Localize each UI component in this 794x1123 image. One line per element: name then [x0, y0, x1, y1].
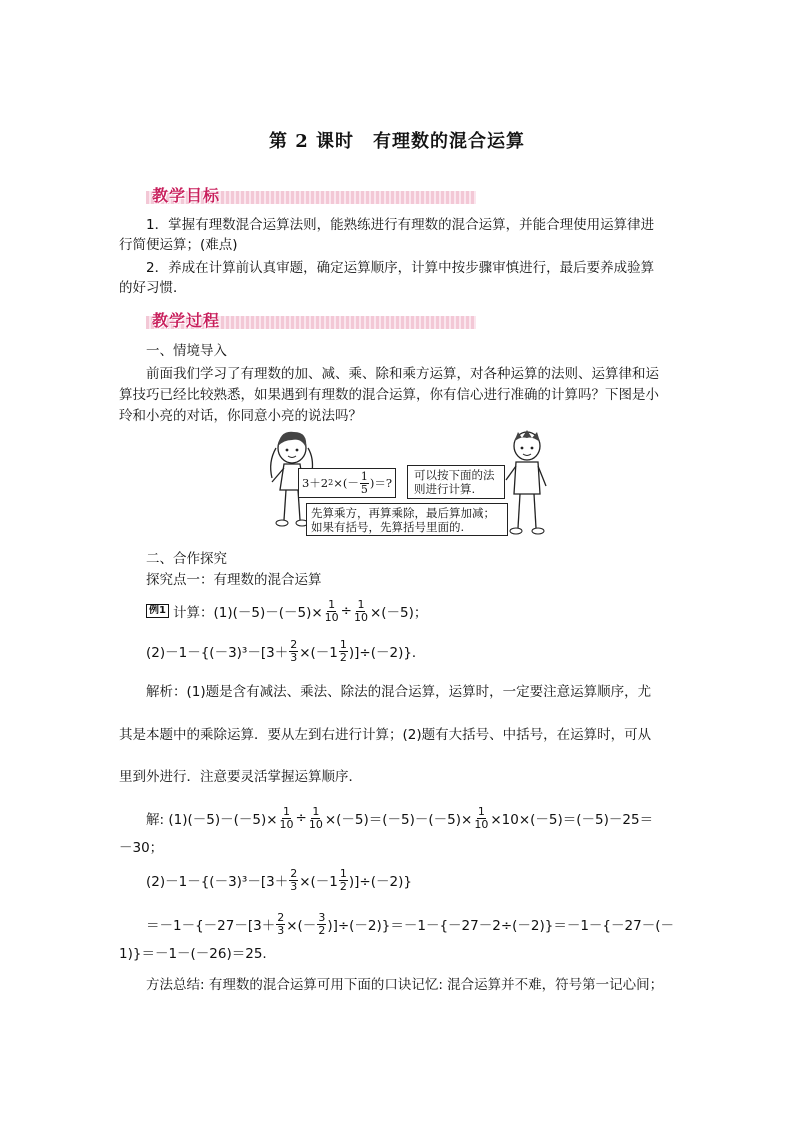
banner-label: 教学目标	[152, 186, 221, 205]
fraction: $\frac{1}{10}$	[324, 597, 339, 624]
goal-2-line-1: 2．养成在计算前认真审题，确定运算顺序，计算中按步骤审慎进行，最后要养成验算	[146, 260, 655, 276]
analysis-line-2: 其是本题中的乘除运算．要从左到右进行计算；(2)题有大括号、中括号，在运算时，可从	[119, 727, 652, 743]
rule-line-1: 先算乘方，再算乘除，最后算加减；	[311, 506, 495, 520]
fraction: $\frac{1}{10}$	[308, 804, 323, 831]
intro-para-line-2: 算技巧已经比较熟悉，如果遇到有理数的混合运算，你有信心进行准确的计算吗？下图是小	[119, 387, 659, 403]
fraction: $\frac{2}{3}$	[277, 910, 285, 937]
fraction: $\frac{1}{5}$	[360, 469, 368, 496]
girl-expr-sup: 2	[328, 478, 334, 487]
intro-heading: 一、情境导入	[146, 343, 227, 359]
solution-line-4: 1)}＝－1－(－26)＝25.	[119, 946, 267, 962]
example-1-q1: 例1 计算： (1)(－5)－(－5)× $\frac{1}{10}$ ÷ $\frac{1}{10}$ ×(－5)；	[146, 597, 427, 625]
rule-box	[306, 503, 508, 536]
method-summary-line-1: 方法总结: 有理数的混合运算可用下面的口诀记忆: 混合运算并不难，符号第一记心间；	[146, 977, 664, 993]
intro-para-line-1: 前面我们学习了有理数的加、减、乘、除和乘方运算，对各种运算的法则、运算律和运	[146, 366, 659, 382]
fraction: $\frac{1}{2}$	[339, 637, 347, 664]
solution-line-1: 解: (1)(－5)－(－5)× $\frac{1}{10}$ ÷ $\frac{1}{10}$ ×(－5)＝(－5)－(－5)× $\frac{1}{10}$ ×10×(－5)＝(－5)－25＝	[146, 804, 654, 831]
fraction: $\frac{1}{10}$	[279, 804, 294, 831]
example-1-q2: (2)－1－{(－3)³－[3＋ $\frac{2}{3}$ ×(－1 $\frac{1}{2}$ )]÷(－2)}．	[146, 637, 426, 664]
girl-expr-prefix: 3＋2	[301, 476, 329, 490]
fraction: $\frac{2}{3}$	[290, 866, 298, 893]
explore-point: 探究点一：有理数的混合运算	[146, 572, 322, 588]
goal-2-line-2: 的好习惯．	[119, 280, 187, 296]
girl-expr-mid: ×(－	[333, 476, 359, 490]
intro-para-line-3: 玲和小亮的对话，你同意小亮的说法吗？	[119, 408, 362, 424]
banner-label: 教学过程	[152, 311, 221, 330]
analysis-line-1: 解析：(1)题是含有减法、乘法、除法的混合运算，运算时，一定要注意运算顺序，尤	[146, 684, 652, 700]
rule-line-2: 如果有括号，先算括号里面的.	[311, 520, 465, 534]
solution-line-3: ＝－1－{－27－[3＋ $\frac{2}{3}$ ×(－ $\frac{3}{2}$ )]÷(－2)}＝－1－{－27－2÷(－2)}＝－1－{－27－(－	[146, 910, 674, 937]
boy-figure-icon	[502, 428, 552, 540]
dialogue-illustration	[262, 428, 552, 540]
section-banner-goals	[146, 183, 476, 207]
solution-line-2: (2)－1－{(－3)³－[3＋ $\frac{2}{3}$ ×(－1 $\frac{1}{2}$ )]÷(－2)}	[146, 866, 412, 893]
fraction: $\frac{2}{3}$	[290, 637, 298, 664]
fraction: $\frac{1}{2}$	[339, 866, 347, 893]
boy-speech-box	[407, 465, 505, 499]
fraction: $\frac{1}{10}$	[474, 804, 489, 831]
girl-expr-suffix: )＝?	[369, 476, 392, 490]
analysis-line-3: 里到外进行．注意要灵活掌握运算顺序．	[119, 769, 362, 785]
boy-speech-line-2: 则进行计算.	[414, 482, 476, 496]
solution-line-1-end: －30；	[119, 840, 164, 856]
example-label: 计算：	[172, 605, 214, 621]
fraction: $\frac{1}{10}$	[353, 597, 368, 624]
boy-speech-line-1: 可以按下面的法	[414, 468, 495, 482]
fraction: $\frac{3}{2}$	[318, 910, 326, 937]
goal-1-line-1: 1．掌握有理数混合运算法则，能熟练进行有理数的混合运算，并能合理使用运算律进	[146, 217, 655, 233]
page-title: 第 2 课时 有理数的混合运算	[268, 131, 526, 152]
section-banner-process	[146, 308, 476, 332]
girl-speech-box	[298, 468, 396, 498]
explore-heading: 二、合作探究	[146, 551, 227, 567]
goal-1-line-2: 行简便运算；(难点)	[119, 237, 238, 253]
example-badge: 例1	[146, 604, 169, 618]
